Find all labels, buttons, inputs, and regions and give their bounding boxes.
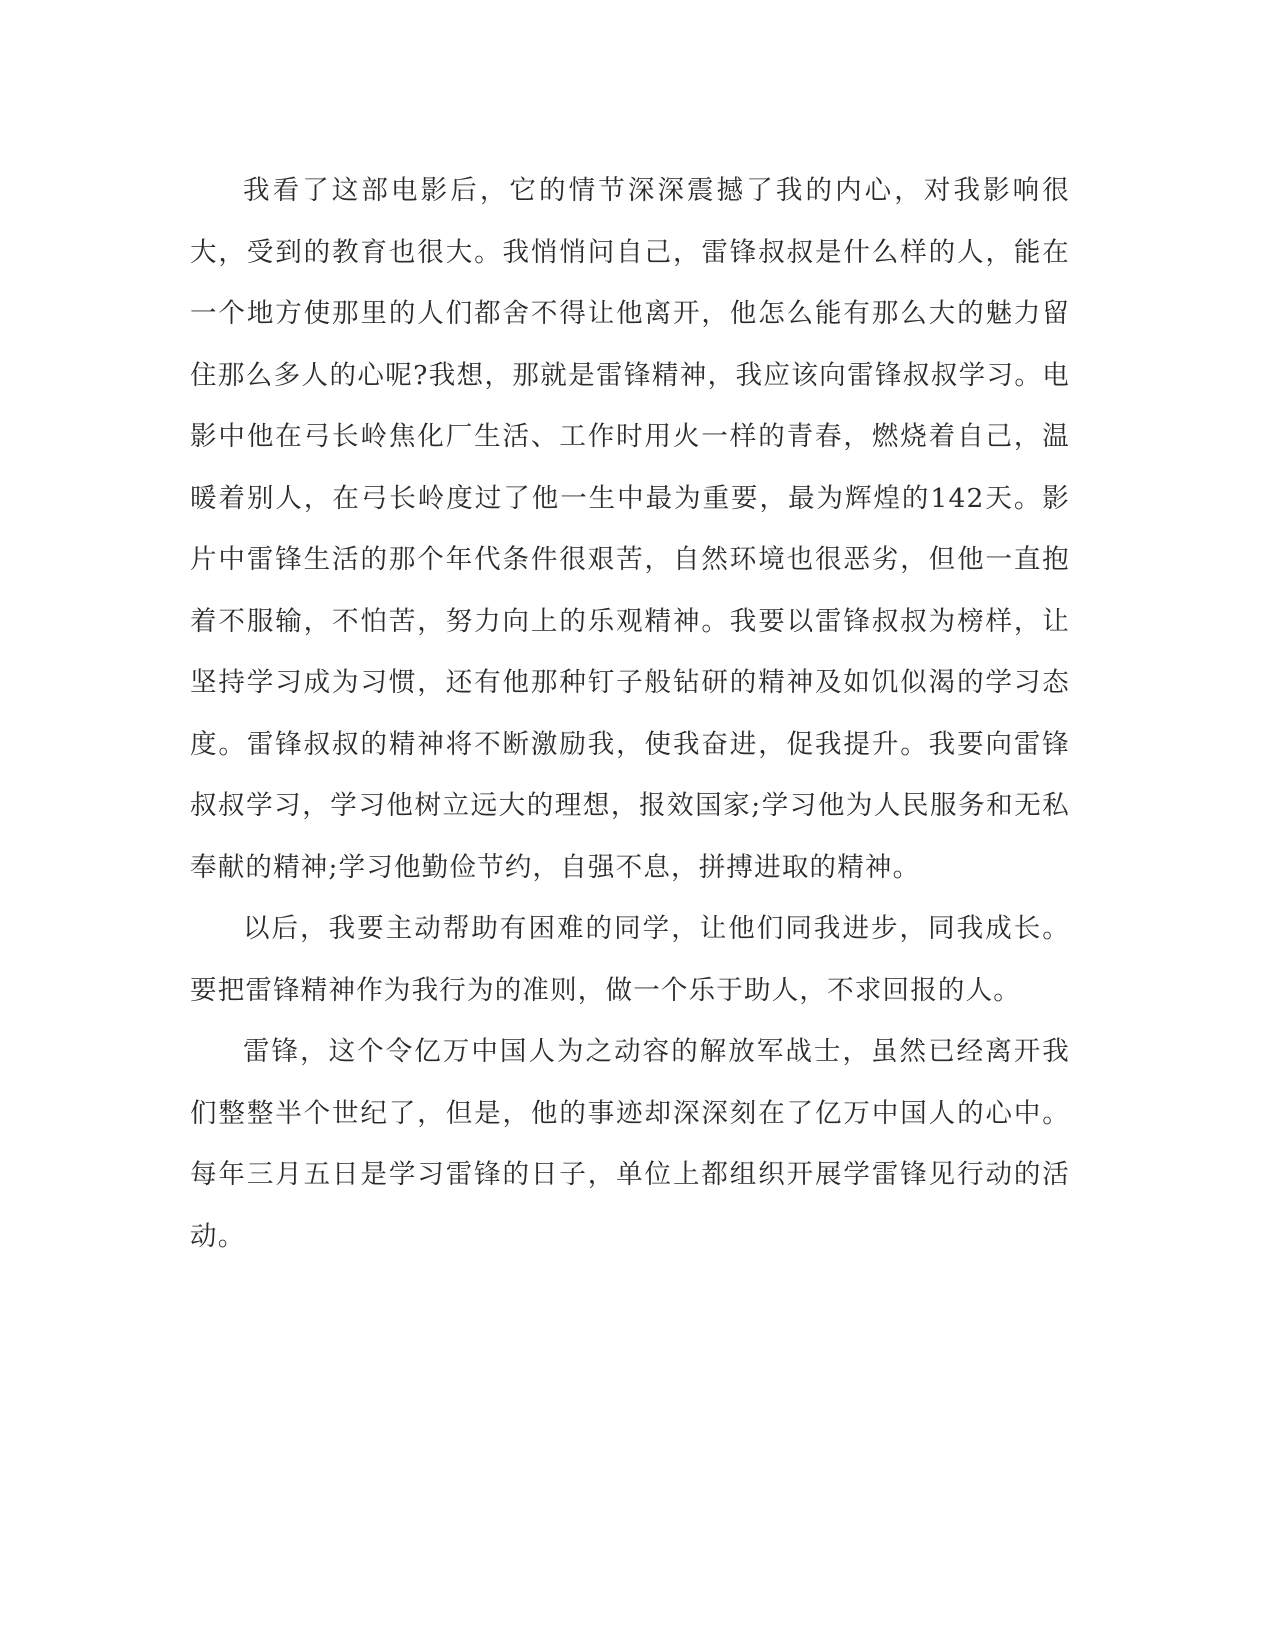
paragraph-1: 我看了这部电影后，它的情节深深震撼了我的内心，对我影响很大，受到的教育也很大。我悄悄问自己，雷锋叔叔是什么样的人，能在一个地方使那里的人们都舍不得让他离开，他怎么能有那么大的魅力留住那么多人的心呢?我想，那就是雷锋精神，我应该向雷锋叔叔学习。电影中他在弓长岭焦化厂生活、工作时用火一样的青春，燃烧着自己，温暖着别人，在弓长岭度过了他一生中最为重要，最为辉煌的142天。影片中雷锋生活的那个年代条件很艰苦，自然环境也很恶劣，但他一直抱着不服输，不怕苦，努力向上的乐观精神。我要以雷锋叔叔为榜样，让坚持学习成为习惯，还有他那种钉子般钻研的精神及如饥似渴的学习态度。雷锋叔叔的精神将不断激励我，使我奋进，促我提升。我要向雷锋叔叔学习，学习他树立远大的理想，报效国家;学习他为人民服务和无私奉献的精神;学习他勤俭节约，自强不息，拼搏进取的精神。 <box>190 175 1070 883</box>
paragraph-2: 以后，我要主动帮助有困难的同学，让他们同我进步，同我成长。要把雷锋精神作为我行为的准则，做一个乐于助人，不求回报的人。 <box>190 913 1070 1006</box>
document-body <box>190 160 1070 1267</box>
paragraph-3: 雷锋，这个令亿万中国人为之动容的解放军战士，虽然已经离开我们整整半个世纪了，但是，他的事迹却深深刻在了亿万中国人的心中。每年三月五日是学习雷锋的日子，单位上都组织开展学雷锋见行动的活动。 <box>190 1036 1070 1252</box>
